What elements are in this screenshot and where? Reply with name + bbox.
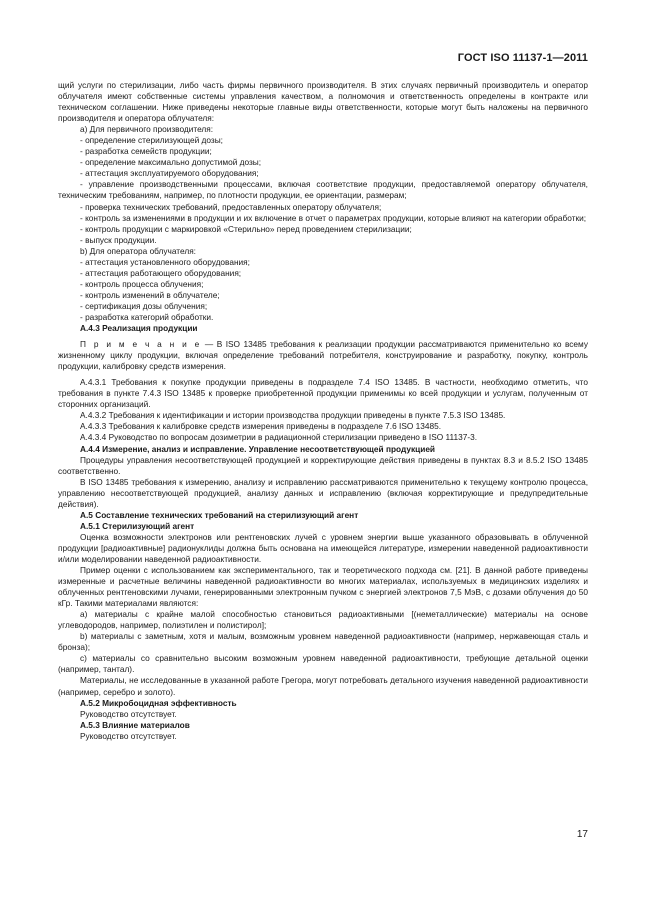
- note-label: П р и м е ч а н и е: [80, 339, 202, 350]
- paragraph: Оценка возможности электронов или рентгеновских лучей с уровнем энергии выше указанного образовывать в облученной продукции [радиоактивные] радионуклиды должна быть основана на имеющейся литературе, измерении наведенной радиоактивности и/или моделировании наведенной радиоактивности.: [58, 531, 588, 564]
- list-item: - контроль продукции с маркировкой «Стерильно» перед проведением стерилизации;: [80, 223, 412, 234]
- list-item: - выпуск продукции.: [80, 234, 157, 245]
- list-heading: a) Для первичного производителя:: [80, 124, 214, 135]
- paragraph: Материалы, не исследованные в указанной работе Грегора, могут потребовать детального изучения наведенной радиоактивности (например, серебро и золото).: [58, 675, 588, 697]
- list-item: - разработка категорий обработки.: [80, 311, 214, 322]
- list-item: - контроль за изменениями в продукции и их включение в отчет о параметрах продукции, которые влияют на категории обработки;: [80, 212, 587, 223]
- paragraph: А.4.3.4 Руководство по вопросам дозиметрии в радиационной стерилизации приведено в ISO 11137-3.: [80, 432, 478, 443]
- paragraph: щий услуги по стерилизации, либо часть фирмы первичного производителя. В этих случаях первичный производитель и оператор облучателя имеют собственные системы управления качеством, а полномочия и ответственность определены в контракте или техническом соглашении. Ниже приведены некоторые главные виды ответственности, которые могут быть наложены на первичного производителя и оператора облучателя:: [58, 80, 588, 124]
- paragraph: Руководство отсутствует.: [80, 708, 177, 719]
- list-heading: b) Для оператора облучателя:: [80, 245, 196, 256]
- list-item: b) материалы с заметным, хотя и малым, возможным уровнем наведенной радиоактивности (например, нержавеющая сталь и бронза);: [58, 631, 588, 653]
- paragraph: Руководство отсутствует.: [80, 730, 177, 741]
- page-number: 17: [576, 829, 588, 840]
- section-heading: А.5.2 Микробоцидная эффективность: [80, 697, 237, 708]
- document-header: ГОСТ ISO 11137-1—2011: [457, 52, 588, 64]
- list-item: - управление производственными процессами, включая соответствие продукции, предоставляемой оператору облучателя, техническим требованиям, например, по плотности продукции, ее ориентации, размерам;: [58, 179, 588, 201]
- paragraph: Процедуры управления несоответствующей продукцией и корректирующие действия приведены в пунктах 8.3 и 8.5.2 ISO 13485 соответственно.: [58, 454, 588, 476]
- note-text: — В ISO 13485 требования к реализации продукции рассматриваются применительно ко всему жизненному циклу продукции, включая определение требований потребителя, конструирование и разработку, покупку, контроль продукции, калибровку средств измерения.: [58, 339, 588, 372]
- list-item: - аттестация установленного оборудования;: [80, 256, 250, 267]
- list-item: - разработка семейств продукции;: [80, 146, 212, 157]
- list-item: c) материалы со сравнительно высоким возможным уровнем наведенной радиоактивности, требующие детальной оценки (например, тантал).: [58, 653, 588, 675]
- list-item: - определение стерилизующей дозы;: [80, 135, 223, 146]
- section-heading: А.4.3 Реализация продукции: [80, 323, 198, 334]
- section-heading: А.5.1 Стерилизующий агент: [80, 520, 195, 531]
- list-item: - определение максимально допустимой дозы;: [80, 157, 262, 168]
- paragraph: А.4.3.2 Требования к идентификации и истории производства продукции приведены в пункте 7.5.3 ISO 13485.: [80, 410, 506, 421]
- list-item: - проверка технических требований, предоставленных оператору облучателя;: [80, 201, 382, 212]
- section-heading: А.5.3 Влияние материалов: [80, 719, 190, 730]
- list-item: - контроль изменений в облучателе;: [80, 289, 220, 300]
- section-heading: А.5 Составление технических требований на стерилизующий агент: [80, 509, 359, 520]
- section-heading: А.4.4 Измерение, анализ и исправление. Управление несоответствующей продукцией: [80, 443, 436, 454]
- list-item: - контроль процесса облучения;: [80, 278, 204, 289]
- paragraph: А.4.3.3 Требования к калибровке средств измерения приведены в подразделе 7.6 ISO 13485.: [80, 421, 441, 432]
- paragraph: А.4.3.1 Требования к покупке продукции приведены в подразделе 7.4 ISO 13485. В частности, необходимо отметить, что требования в пункте 7.4.3 ISO 13485 к проверке приобретенной продукции применимы ко всей продукции и услугам, полученным от сторонних организаций.: [58, 377, 588, 410]
- list-item: a) материалы с крайне малой способностью становиться радиоактивными [(неметаллические) материалы на основе углеводородов, например, полиэтилен и полистирол];: [58, 609, 588, 631]
- list-item: - аттестация работающего оборудования;: [80, 267, 242, 278]
- paragraph: В ISO 13485 требования к измерению, анализу и исправлению рассматриваются применительно к текущему контролю процесса, управлению несоответствующей продукцией, анализу данных и исправлению (включая корректирующие и предупредительные действия).: [58, 476, 588, 509]
- note: [58, 339, 588, 372]
- list-item: - аттестация эксплуатируемого оборудования;: [80, 168, 259, 179]
- paragraph: Пример оценки с использованием как экспериментального, так и теоретического подхода см. [21]. В данной работе приведены измеренные и расчетные величины наведенной радиоактивности во многих материалах, используемых в медицинских изделиях и облученных рентгеновскими лучами, генерированными электронным пучком с энергией электронов 7,5 МэВ, с дозами облучения до 50 кГр. Такими материалами являются:: [58, 565, 588, 609]
- document-body: [58, 80, 588, 742]
- list-item: - сертификация дозы облучения;: [80, 300, 208, 311]
